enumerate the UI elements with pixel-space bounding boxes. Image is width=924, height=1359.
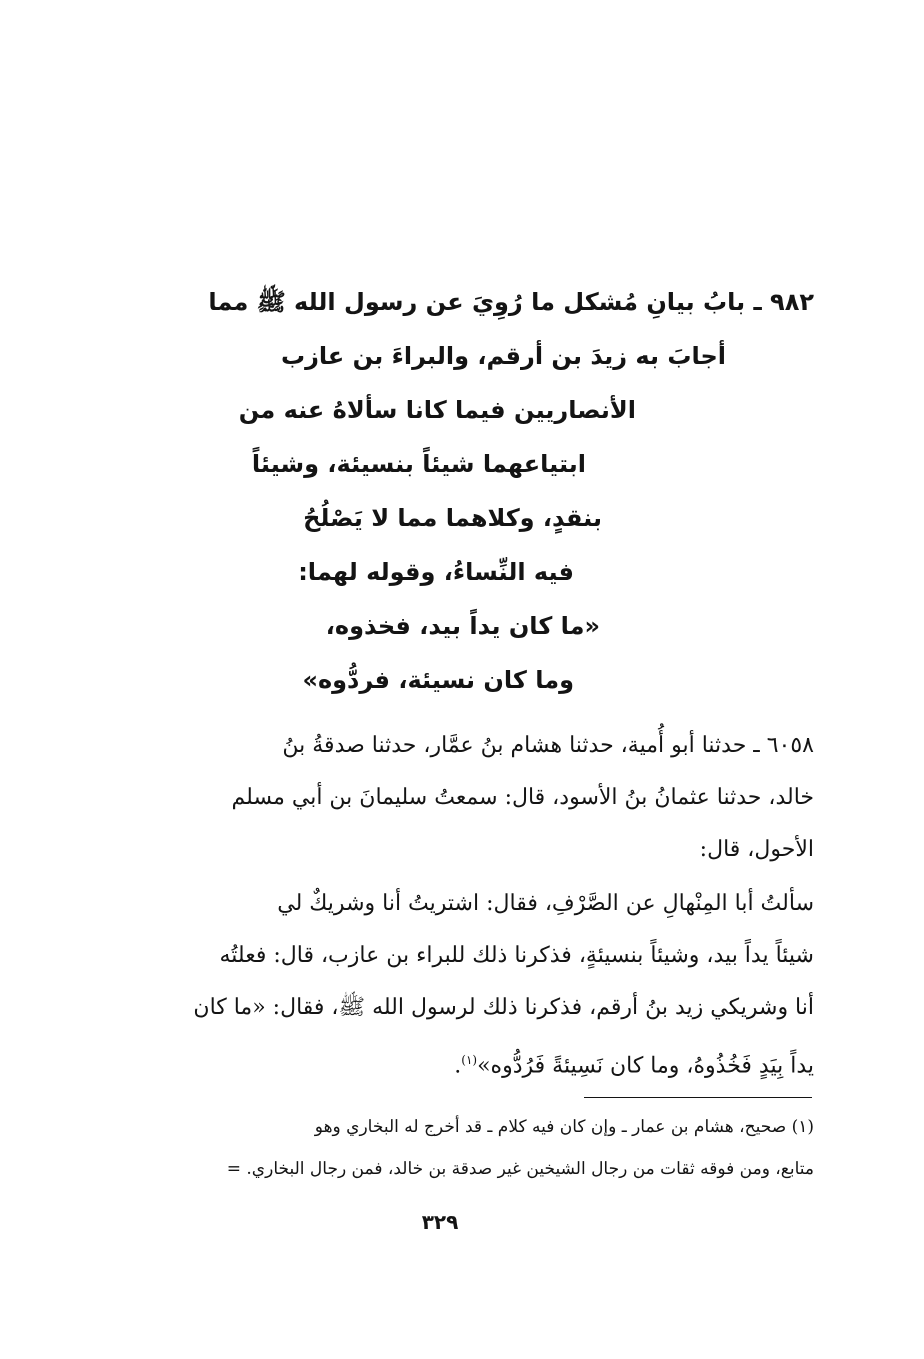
footnote-line: متابع، ومن فوقه ثقات من رجال الشيخين غير صدقة بن خالد، فمن رجال البخاري. = [226, 1159, 814, 1179]
isnad-line: خالد، حدثنا عثمانُ بنُ الأسود، قال: سمعتُ سليمانَ بن أبي مسلم [231, 785, 814, 810]
sentence-end: . [454, 1053, 462, 1079]
hadith-text-line: سألتُ أبا المِنْهالِ عن الصَّرْفِ، فقال: اشتريتُ أنا وشريكٌ لي [277, 891, 814, 916]
hadith-text-line: شيئاً يداً بيد، وشيئاً بنسيئةٍ، فذكرنا ذلك للبراء بن عازب، قال: فعلتُه [219, 943, 814, 968]
chapter-heading-line: بنقدٍ، وكلاهما مما لا يَصْلُحُ [303, 504, 602, 532]
isnad-line: الأحول، قال: [699, 837, 814, 862]
hadith-text-line: أنا وشريكي زيد بنُ أرقم، فذكرنا ذلك لرسول الله ﷺ، فقال: «ما كان [193, 995, 814, 1020]
page-number: ٣٢٩ [421, 1210, 459, 1234]
isnad-line: ٦٠٥٨ ـ حدثنا أبو أُمية، حدثنا هشام بنُ عمَّار، حدثنا صدقةُ بنُ [282, 733, 814, 758]
hadith-text-line [454, 1040, 814, 1086]
chapter-heading-line: «ما كان يداً بيد، فخذوه، [325, 612, 600, 640]
chapter-heading-line: فيه النِّساءُ، وقوله لهما: [298, 558, 574, 586]
chapter-heading-line: وما كان نسيئة، فردُّوه» [302, 666, 574, 694]
footnote-line: (١) صحيح، هشام بن عمار ـ وإن كان فيه كلام ـ قد أخرج له البخاري وهو [314, 1117, 814, 1137]
hadith-text-last: يداً بِيَدٍ فَخُذُوهُ، وما كان نَسِيئةً فَرُدُّوه» [477, 1053, 814, 1079]
chapter-heading-line: ابتياعهما شيئاً بنسيئة، وشيئاً [251, 450, 586, 478]
chapter-heading-line: ٩٨٢ ـ بابُ بيانِ مُشكل ما رُوِيَ عن رسول الله ﷺ مما [208, 288, 814, 316]
footnote-reference: (١) [461, 1053, 478, 1067]
footnote-divider [584, 1097, 812, 1098]
chapter-heading-line: أجابَ به زيدَ بن أرقم، والبراءَ بن عازب [280, 342, 726, 370]
chapter-heading-line: الأنصاريين فيما كانا سألاهُ عنه من [238, 396, 636, 424]
